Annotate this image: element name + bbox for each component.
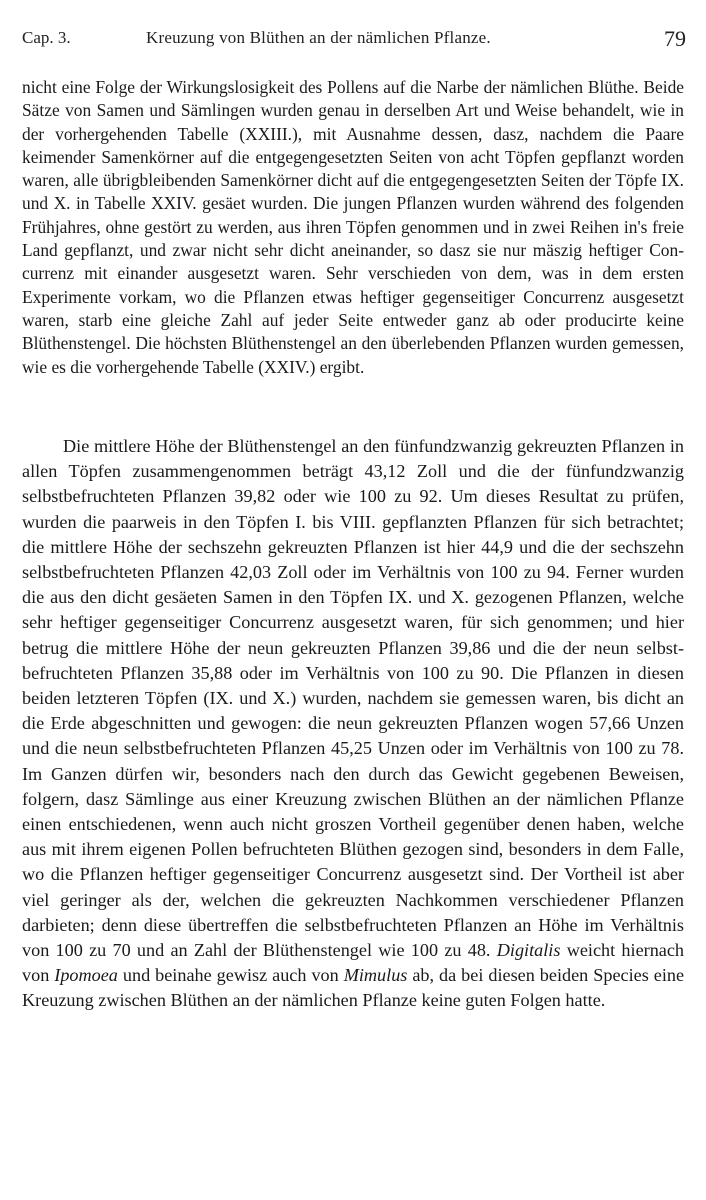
species-name-digitalis: Digitalis	[496, 940, 561, 961]
species-name-mimulus: Mimulus	[343, 965, 408, 986]
paragraph-2-text: und beinahe gewisz auch von	[122, 965, 339, 986]
running-title: Kreuzung von Blüthen an der nämlichen Pflanze.	[146, 28, 491, 47]
paragraph-2-text: weicht hiernach von	[22, 940, 685, 986]
chapter-label: Cap. 3.	[22, 28, 71, 47]
paragraph-2-text: Die mittlere Höhe der Blüthenstengel an den fünfundzwanzig gekreuzten Pflanzen in allen Töpfen zusammengenommen beträgt 43,12 Zoll und die der fünfundzwanzig selbstbefruchteten Pflanzen 39,82 oder wie 100 zu 92. Um dieses Resultat zu prüfen, wurden die paarweis in den Töpfen I. bis VIII. gepflanzten Pflanzen für sich betrachtet; die mittlere Höhe der sechszehn gekreuzten Pflanzen ist hier 44,9 und die der sechszehn selbstbefruchteten Pflanzen 42,03 Zoll oder im Verhältnis von 100 zu 94. Ferner wurden die aus den dicht gesäeten Samen in den Töpfen IX. und X. gezogenen Pflanzen, welche sehr heftiger gegenseitiger Concurrenz ausgesetzt waren, für sich genommen; und hier betrug die mittlere Höhe der neun gekreuzten Pflanzen 39,86 und die der neun selbstbefruchteten Pflanzen 35,88 oder im Verhältnis von 100 zu 90. Die Pflanzen in diesen beiden letzteren Töpfen (IX. und X.) wurden, nachdem sie gemessen waren, bis dicht an die Erde abgeschnitten und gewogen: die neun gekreuzten Pflanzen wogen 57,66 Unzen und die neun selbstbefruchteten Pflanzen 45,25 Unzen oder im Verhältnis von 100 zu 78. Im Ganzen dürfen wir, besonders nach den durch das Gewicht gegebenen Beweisen, folgern, dasz Sämlinge aus einer Kreuzung zwischen Blüthen an der nämlichen Pflanze einen entschiedenen, wenn auch nicht groszen Vortheil gegenüber denen haben, welche aus mit ihrem eigenen Pollen befruchteten Blüthen gezogen sind, besonders in dem Falle, wo die Pflanzen heftiger gegenseitiger Concurrenz ausgesetzt sind. Der Vortheil ist aber viel geringer als der, welchen die gekreuzten Nachkommen verschiedener Pflanzen darbieten; denn diese übertreffen die selbstbefruchteten Pflanzen an Höhe im Verhältnis von 100 zu 70 und an Zahl der Blüthenstengel wie 100 zu 48.	[22, 436, 684, 961]
species-name-ipomoea: Ipomoea	[54, 965, 118, 986]
paragraph-1: nicht eine Folge der Wirkungslosigkeit des Pollens auf die Narbe der nämlichen Blüthe. Beide Sätze von Samen und Sämlingen wurden genau in derselben Art und Weise behandelt, wie in der vorhergehenden Tabelle (XXIII.), mit Ausnahme dessen, dasz, nachdem die Paare keimender Samenkörner auf die entgegengesetzten Seiten von acht Töpfen gepflanzt worden waren, alle übrigbleibenden Samenkörner dicht auf die entgegengesetzten Seiten der Töpfe IX. und X. in Tabelle XXIV. gesäet wurden. Die jungen Pflanzen wurden während des folgenden Frühjahres, ohne gestört zu werden, aus ihren Töpfen genommen und in zwei Reihen in's freie Land gepflanzt, und zwar nicht sehr dicht aneinander, so dasz sie nur mäszig heftiger Concurrenz mit einander ausgesetzt waren. Sehr verschieden von dem, was in dem ersten Experimente vorkam, wo die Pflanzen etwas heftiger gegenseitiger Concurrenz ausgesetzt waren, starb eine gleiche Zahl auf jeder Seite entweder ganz ab oder producirte keine Blüthenstengel. Die höchsten Blüthenstengel an den überlebenden Pflanzen wurden gemessen, wie es die vorhergehende Tabelle (XXIV.) ergibt.	[22, 77, 684, 377]
paragraph-2	[22, 434, 684, 1014]
page-number: 79	[664, 26, 686, 51]
page-header	[22, 26, 686, 56]
paragraph-2-text: ab, da bei diesen beiden Species eine Kreuzung zwischen Blüthen an der nämlichen Pflanze keine guten Folgen hatte.	[22, 965, 685, 1011]
